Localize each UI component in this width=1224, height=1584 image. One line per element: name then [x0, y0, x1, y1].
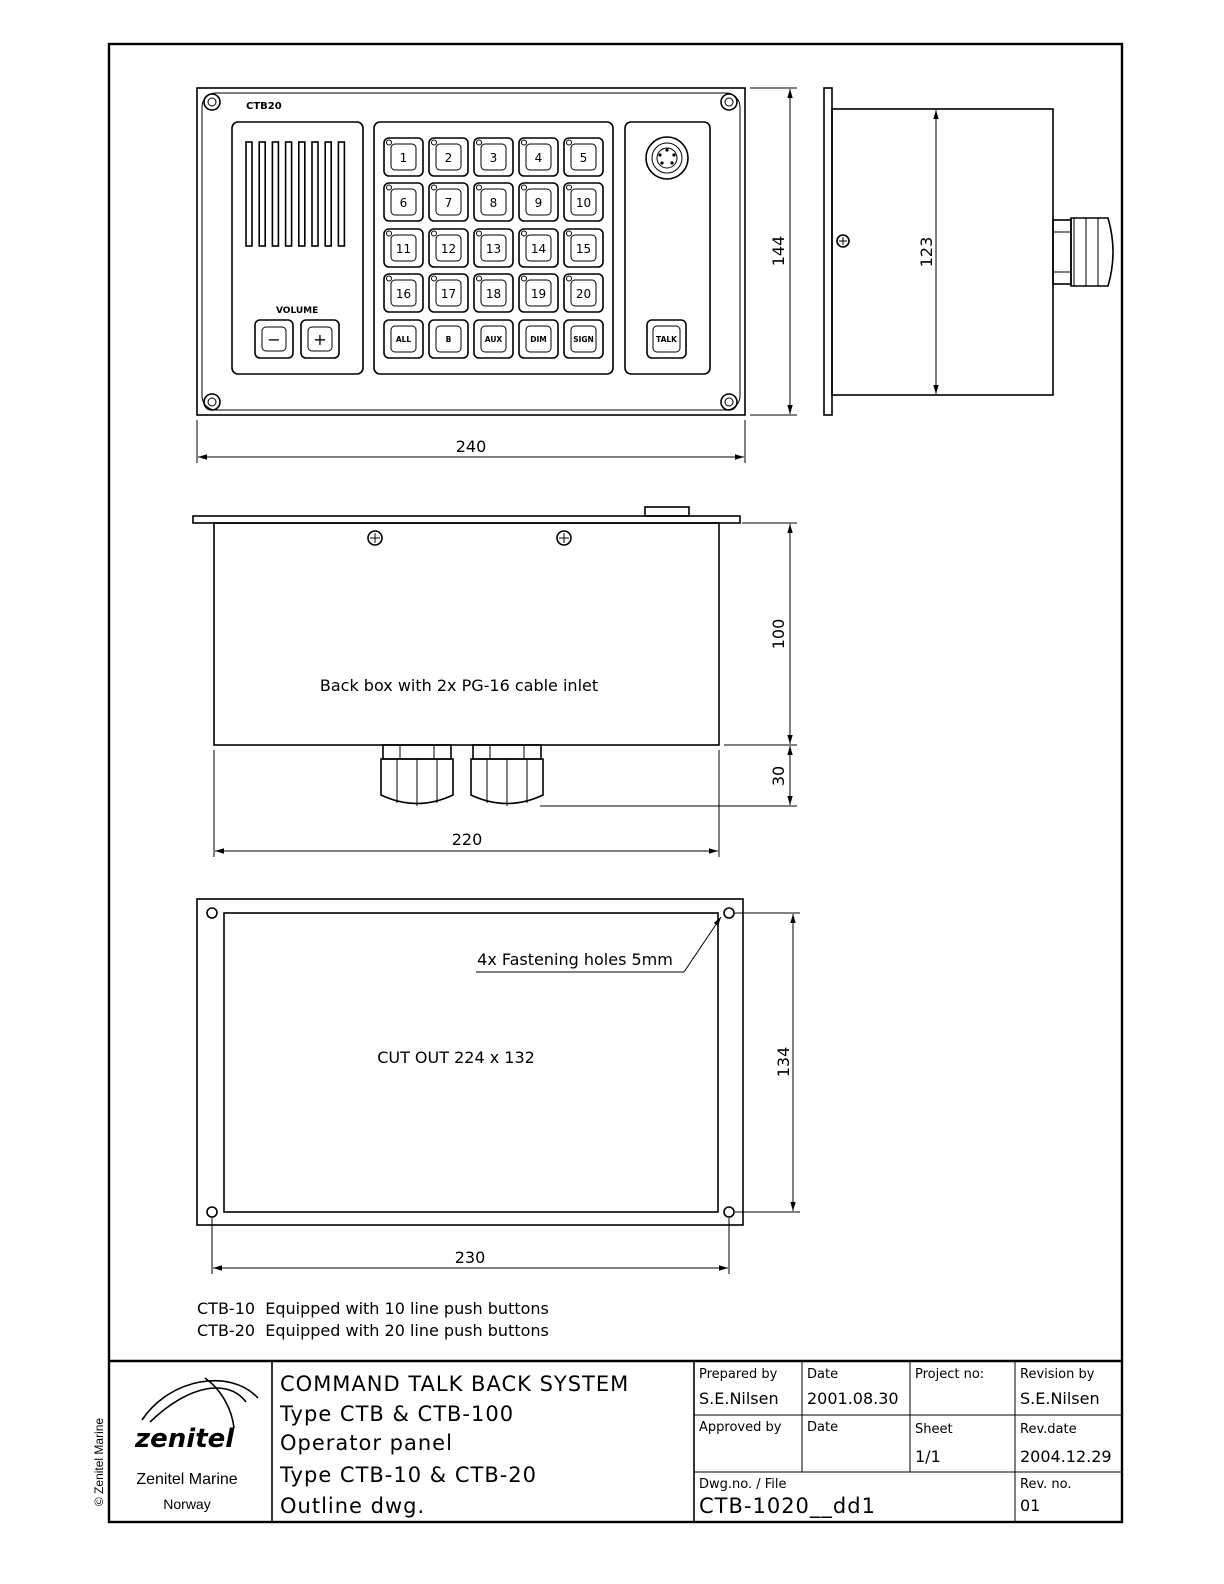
note-ctb10: CTB-10 Equipped with 10 line push buttons [197, 1299, 549, 1318]
title-line-1: COMMAND TALK BACK SYSTEM [280, 1372, 630, 1396]
led-indicator-icon [432, 185, 437, 190]
dimension-30: 30 [769, 765, 788, 787]
cable-inlet-icon [381, 745, 453, 806]
front-view [197, 88, 797, 463]
date-value: 2001.08.30 [807, 1389, 899, 1408]
keypad-button-label: 16 [395, 287, 412, 301]
rev-date: 2004.12.29 [1020, 1447, 1112, 1466]
dimension-220: 220 [451, 830, 483, 849]
cutout-view [197, 899, 800, 1274]
cutout-label: CUT OUT 224 x 132 [377, 1048, 535, 1067]
keypad-button [564, 229, 603, 267]
keypad-button [429, 274, 468, 312]
title-line-2: Type CTB & CTB-100 [280, 1402, 515, 1426]
keypad-button [429, 229, 468, 267]
back-box-label: Back box with 2x PG-16 cable inlet [319, 676, 599, 695]
led-indicator-icon [387, 231, 392, 236]
sheet-label: Sheet [915, 1422, 953, 1437]
dimension-230: 230 [454, 1248, 486, 1267]
keypad-button [474, 229, 513, 267]
date2-label: Date [807, 1420, 839, 1435]
keypad-button-label: 12 [440, 242, 457, 256]
dimension-100: 100 [769, 618, 788, 650]
grille-slot [338, 142, 344, 246]
dwg-no-label: Dwg.no. / File [699, 1477, 787, 1492]
keypad-button [564, 274, 603, 312]
led-indicator-icon [567, 276, 572, 281]
title-line-4: Type CTB-10 & CTB-20 [280, 1463, 538, 1487]
speaker-grille [246, 142, 344, 246]
keypad-button-label: 19 [530, 287, 547, 301]
holes-leader-line [684, 917, 721, 972]
keypad-button-label: 10 [575, 196, 592, 210]
keypad-button-label: SIGN [573, 335, 594, 344]
led-indicator-icon [477, 276, 482, 281]
keypad-button [474, 320, 513, 358]
revision-by: S.E.Nilsen [1020, 1389, 1100, 1408]
side-screw-icon [837, 235, 849, 247]
grille-slot [325, 142, 331, 246]
keypad-button-label: 7 [444, 196, 453, 210]
keypad-button-label: 20 [575, 287, 592, 301]
dimension-134: 134 [774, 1046, 793, 1078]
dimension-240: 240 [455, 437, 487, 456]
led-indicator-icon [387, 276, 392, 281]
led-indicator-icon [522, 276, 527, 281]
keypad-button [519, 274, 558, 312]
volume-down-symbol: − [267, 330, 281, 349]
keypad-button-label: 2 [444, 151, 453, 165]
keypad-button-label: 15 [575, 242, 592, 256]
fastening-hole-icon [724, 1207, 734, 1217]
keypad-button [384, 183, 423, 221]
back-box [214, 523, 719, 745]
top-flange [193, 516, 740, 523]
company-name: Zenitel Marine [136, 1471, 238, 1488]
sheet-value: 1/1 [915, 1447, 941, 1466]
fastening-hole-icon [207, 908, 217, 918]
corner-screw-icon [721, 94, 737, 110]
grille-slot [246, 142, 252, 246]
keypad-button [384, 274, 423, 312]
volume-down-button [255, 320, 293, 358]
cable-inlet-icon [471, 745, 543, 806]
keypad-button-label: 5 [579, 151, 588, 165]
keypad-button-label: 18 [485, 287, 502, 301]
prepared-by: S.E.Nilsen [699, 1389, 779, 1408]
grille-slot [286, 142, 292, 246]
fastening-hole-icon [207, 1207, 217, 1217]
logo-text: zenitel [135, 1424, 235, 1454]
microphone-connector-icon [646, 137, 688, 179]
revision-by-label: Revision by [1020, 1367, 1095, 1382]
keypad-button-label: DIM [530, 335, 547, 344]
holes-label: 4x Fastening holes 5mm [477, 950, 673, 969]
talk-label: TALK [656, 335, 677, 344]
cable-gland-icon [1053, 218, 1113, 286]
note-ctb20: CTB-20 Equipped with 20 line push buttons [197, 1321, 549, 1340]
led-indicator-icon [522, 185, 527, 190]
grille-slot [272, 142, 278, 246]
led-indicator-icon [522, 231, 527, 236]
led-indicator-icon [432, 276, 437, 281]
corner-screw-icon [721, 394, 737, 410]
led-indicator-icon [522, 140, 527, 145]
led-indicator-icon [567, 185, 572, 190]
keypad-button [564, 320, 603, 358]
top-screw-icon [368, 531, 382, 545]
approved-by-label: Approved by [699, 1420, 782, 1435]
led-indicator-icon [477, 185, 482, 190]
grille-slot [299, 142, 305, 246]
keypad-button-label: 9 [534, 196, 543, 210]
grille-slot [259, 142, 265, 246]
keypad-button [474, 183, 513, 221]
grille-slot [312, 142, 318, 246]
side-view [824, 88, 1113, 415]
keypad-button [384, 229, 423, 267]
dwg-no: CTB-1020__dd1 [699, 1494, 876, 1518]
title-line-5: Outline dwg. [280, 1494, 426, 1518]
keypad-button-label: 11 [395, 242, 412, 256]
led-indicator-icon [387, 140, 392, 145]
keypad-button-label: ALL [395, 335, 412, 344]
keypad-button [474, 138, 513, 176]
keypad-button [384, 320, 423, 358]
side-flange [824, 88, 832, 415]
led-indicator-icon [387, 185, 392, 190]
keypad-button [429, 320, 468, 358]
keypad-button [519, 320, 558, 358]
keypad-button-label: B [445, 335, 452, 344]
title-block [92, 1361, 1122, 1522]
top-connector [645, 507, 689, 516]
talk-button [647, 320, 686, 358]
keypad-button-label: 13 [485, 242, 502, 256]
rev-no: 01 [1020, 1496, 1041, 1515]
keypad-button-label: 8 [489, 196, 498, 210]
keypad-button [519, 183, 558, 221]
keypad-button [429, 138, 468, 176]
keypad [384, 138, 603, 358]
keypad-button-label: 6 [399, 196, 408, 210]
led-indicator-icon [477, 231, 482, 236]
keypad-button [519, 138, 558, 176]
dimension-123: 123 [917, 236, 936, 268]
volume-label: VOLUME [276, 306, 319, 316]
side-box [832, 109, 1053, 395]
rev-date-label: Rev.date [1020, 1422, 1077, 1437]
model-label: CTB20 [246, 101, 282, 112]
keypad-button [564, 183, 603, 221]
keypad-button [384, 138, 423, 176]
project-no-label: Project no: [915, 1367, 985, 1382]
top-screw-icon [557, 531, 571, 545]
led-indicator-icon [567, 140, 572, 145]
company-country: Norway [163, 1496, 211, 1512]
date-label: Date [807, 1367, 839, 1382]
corner-screw-icon [204, 394, 220, 410]
keypad-button-label: 4 [534, 151, 543, 165]
copyright: © Zenitel Marine [92, 1417, 106, 1507]
keypad-button-label: 14 [530, 242, 547, 256]
keypad-button [429, 183, 468, 221]
keypad-button-label: 3 [489, 151, 498, 165]
prepared-by-label: Prepared by [699, 1367, 778, 1382]
top-view [193, 507, 797, 857]
led-indicator-icon [432, 231, 437, 236]
title-line-3: Operator panel [280, 1431, 453, 1455]
keypad-button-label: 1 [399, 151, 408, 165]
corner-screw-icon [204, 94, 220, 110]
keypad-button [474, 274, 513, 312]
led-indicator-icon [477, 140, 482, 145]
zenitel-logo [134, 1378, 258, 1454]
led-indicator-icon [567, 231, 572, 236]
keypad-button-label: 17 [440, 287, 457, 301]
keypad-button [519, 229, 558, 267]
dimension-144: 144 [769, 235, 788, 267]
led-indicator-icon [432, 140, 437, 145]
rev-no-label: Rev. no. [1020, 1477, 1072, 1492]
front-panel-inner [202, 93, 740, 410]
keypad-button [564, 138, 603, 176]
fastening-hole-icon [724, 908, 734, 918]
volume-up-symbol: + [313, 330, 327, 349]
volume-up-button [301, 320, 339, 358]
keypad-button-label: AUX [484, 335, 503, 344]
